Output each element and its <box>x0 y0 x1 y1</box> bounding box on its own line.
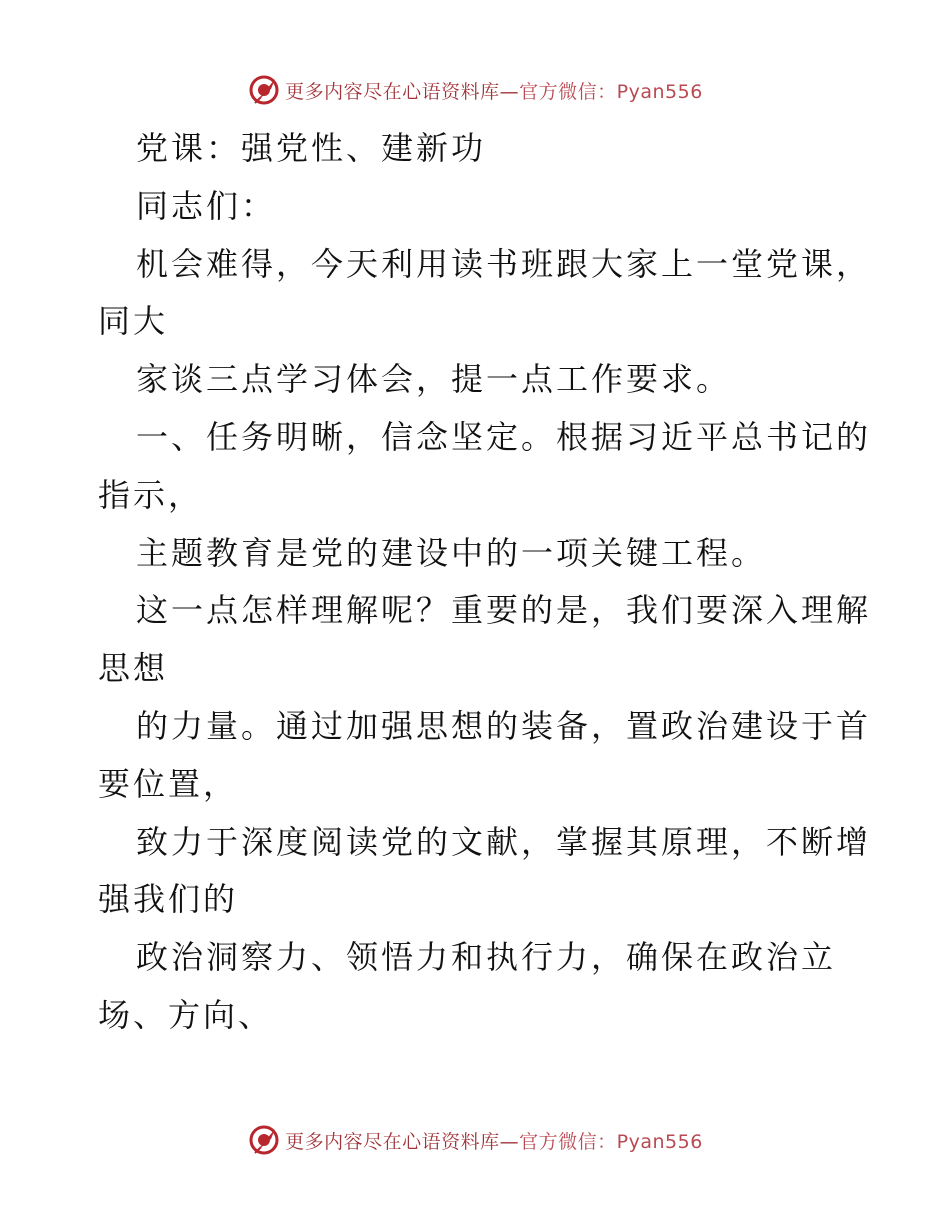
header-banner-text: 更多内容尽在心语资料库—官方微信：Pyan556 <box>285 80 703 103</box>
footer-banner <box>0 1120 950 1160</box>
document-line: 一、任务明晰，信念坚定。根据习近平总书记的 <box>136 417 872 456</box>
document-line: 的力量。通过加强思想的装备，置政治建设于首 <box>136 706 872 745</box>
document-line: 要位置， <box>98 764 239 803</box>
document-line: 致力于深度阅读党的文献，掌握其原理，不断增 <box>136 822 872 861</box>
document-body <box>98 120 872 1045</box>
document-line: 思想 <box>98 649 169 688</box>
document-line: 同志们： <box>136 186 277 225</box>
document-line: 这一点怎样理解呢？重要的是，我们要深入理解 <box>136 591 872 630</box>
header-banner <box>0 70 950 110</box>
document-line: 指示， <box>98 475 204 514</box>
document-line: 同大 <box>98 302 169 341</box>
quill-logo-icon <box>247 73 281 107</box>
document-line: 主题教育是党的建设中的一项关键工程。 <box>136 533 767 572</box>
document-line: 机会难得，今天利用读书班跟大家上一堂党课， <box>136 244 872 283</box>
footer-banner-text: 更多内容尽在心语资料库—官方微信：Pyan556 <box>285 1130 703 1153</box>
document-line: 场、方向、 <box>98 995 274 1034</box>
document-line: 政治洞察力、领悟力和执行力，确保在政治立 <box>136 938 837 977</box>
document-line: 强我们的 <box>98 880 239 919</box>
document-line: 家谈三点学习体会，提一点工作要求。 <box>136 360 732 399</box>
document-line: 党课：强党性、建新功 <box>136 129 487 167</box>
quill-logo-icon <box>247 1123 281 1157</box>
